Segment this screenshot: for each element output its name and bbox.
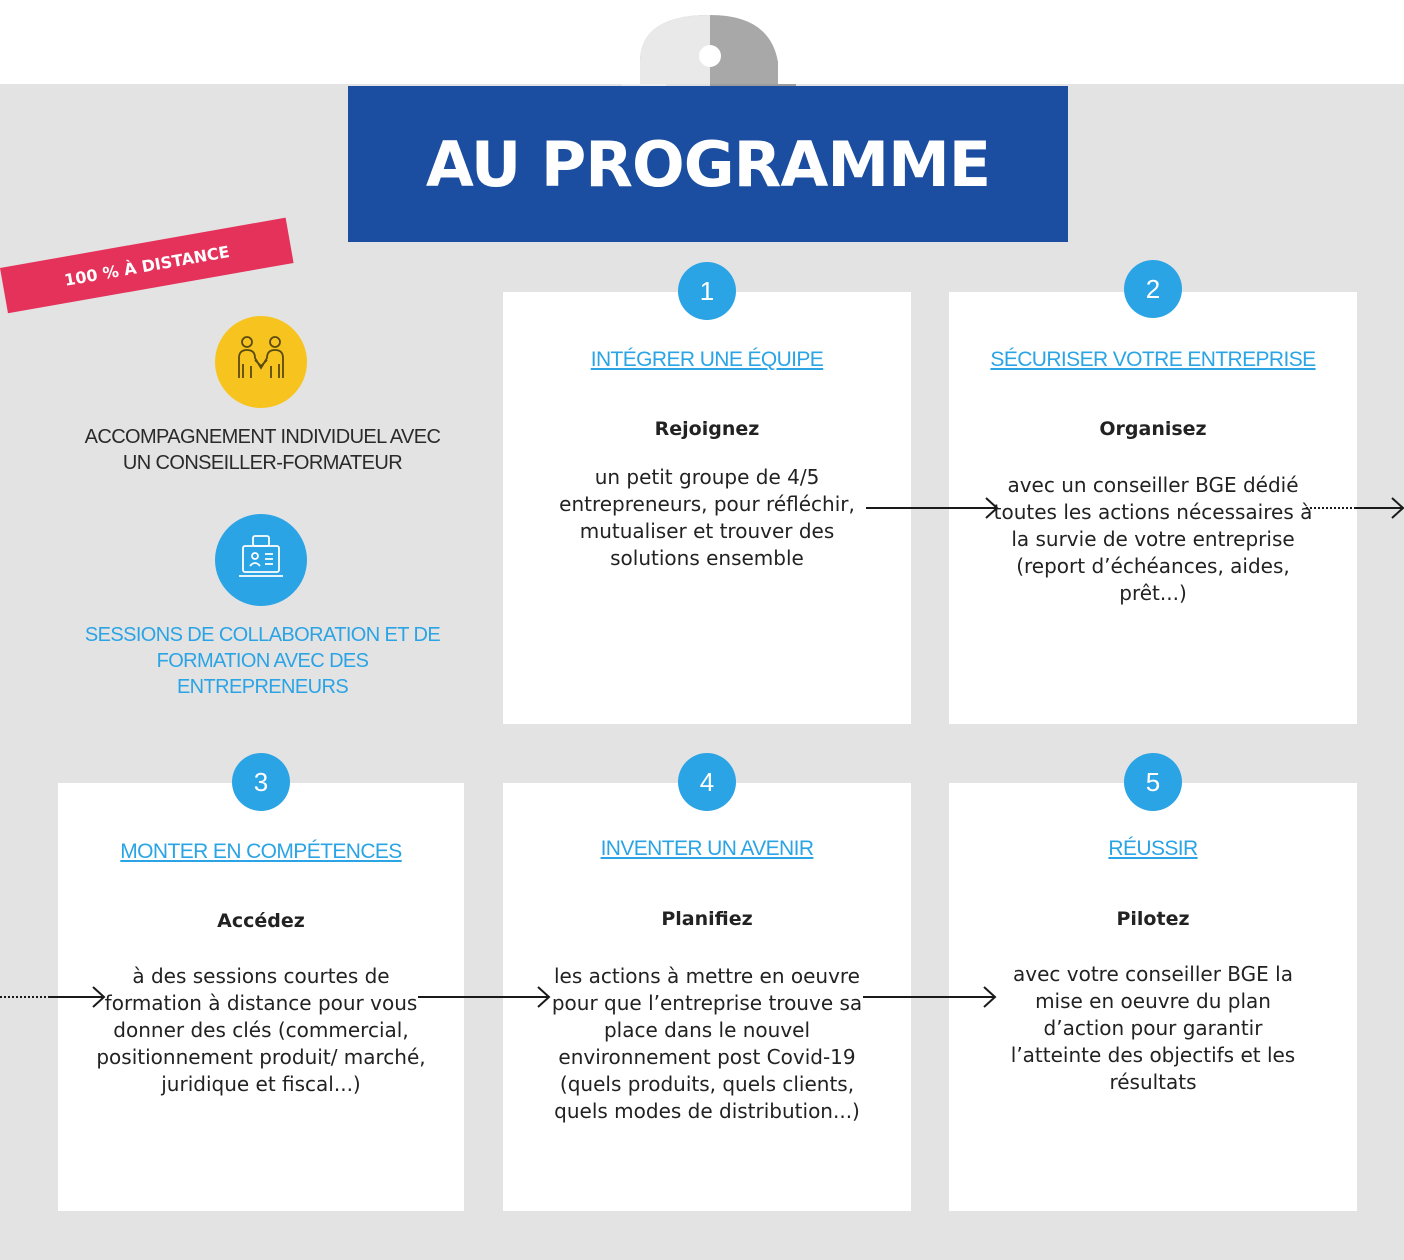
step-body: avec votre conseiller BGE la mise en oeuvre du plan d’action pour garantir l’atteinte des objectifs et les résultats (1010, 962, 1296, 1094)
feature-individual-text: ACCOMPAGNEMENT INDIVIDUEL AVEC UN CONSEILLER-FORMATEUR (84, 426, 441, 474)
step-body: les actions à mettre en oeuvre pour que l’entreprise trouve sa place dans le nouvel environnement post Covid-19 (quels produits, quels clients, quels modes de distribution...) (551, 964, 863, 1123)
step-verb: Organisez (1099, 418, 1207, 440)
step-title: INVENTER UN AVENIR (600, 837, 814, 860)
step-card-1 (503, 292, 911, 724)
step-verb: Pilotez (1116, 908, 1190, 930)
step-verb: Accédez (217, 910, 305, 932)
step-number-badge: 1 (678, 262, 736, 320)
step-number-badge: 3 (232, 753, 290, 811)
step-body: à des sessions courtes de formation à distance pour vous donner des clés (commercial, positionnement produit/ marché, juridique et fiscal...) (96, 964, 426, 1096)
handshake-people-icon (215, 316, 307, 408)
step-number-badge: 2 (1124, 260, 1182, 318)
step-card-2 (949, 292, 1357, 724)
step-title: INTÉGRER UNE ÉQUIPE (590, 348, 824, 371)
remote-ribbon: 100 % À DISTANCE (0, 218, 294, 314)
step-verb: Rejoignez (654, 418, 760, 440)
step-card-5 (949, 783, 1357, 1211)
step-body: un petit groupe de 4/5 entrepreneurs, pour réfléchir, mutualiser et trouver des solutions ensemble (559, 465, 855, 570)
step-title: MONTER EN COMPÉTENCES (120, 840, 402, 863)
step-title: SÉCURISER VOTRE ENTREPRISE (990, 348, 1316, 371)
laptop-chat-icon (215, 514, 307, 606)
step-title: RÉUSSIR (1108, 837, 1198, 860)
step-card-4 (503, 783, 911, 1211)
page-title: AU PROGRAMME (348, 86, 1068, 242)
step-number-badge: 5 (1124, 753, 1182, 811)
step-verb: Planifiez (661, 908, 753, 930)
step-number-badge: 4 (678, 753, 736, 811)
step-body: avec un conseiller BGE dédié toutes les actions nécessaires à la survie de votre entreprise (report d’échéances, aides, prêt...) (993, 473, 1313, 605)
feature-collab-text: SESSIONS DE COLLABORATION ET DE FORMATION AVEC DES ENTREPRENEURS (84, 624, 441, 698)
step-card-3 (58, 783, 464, 1211)
